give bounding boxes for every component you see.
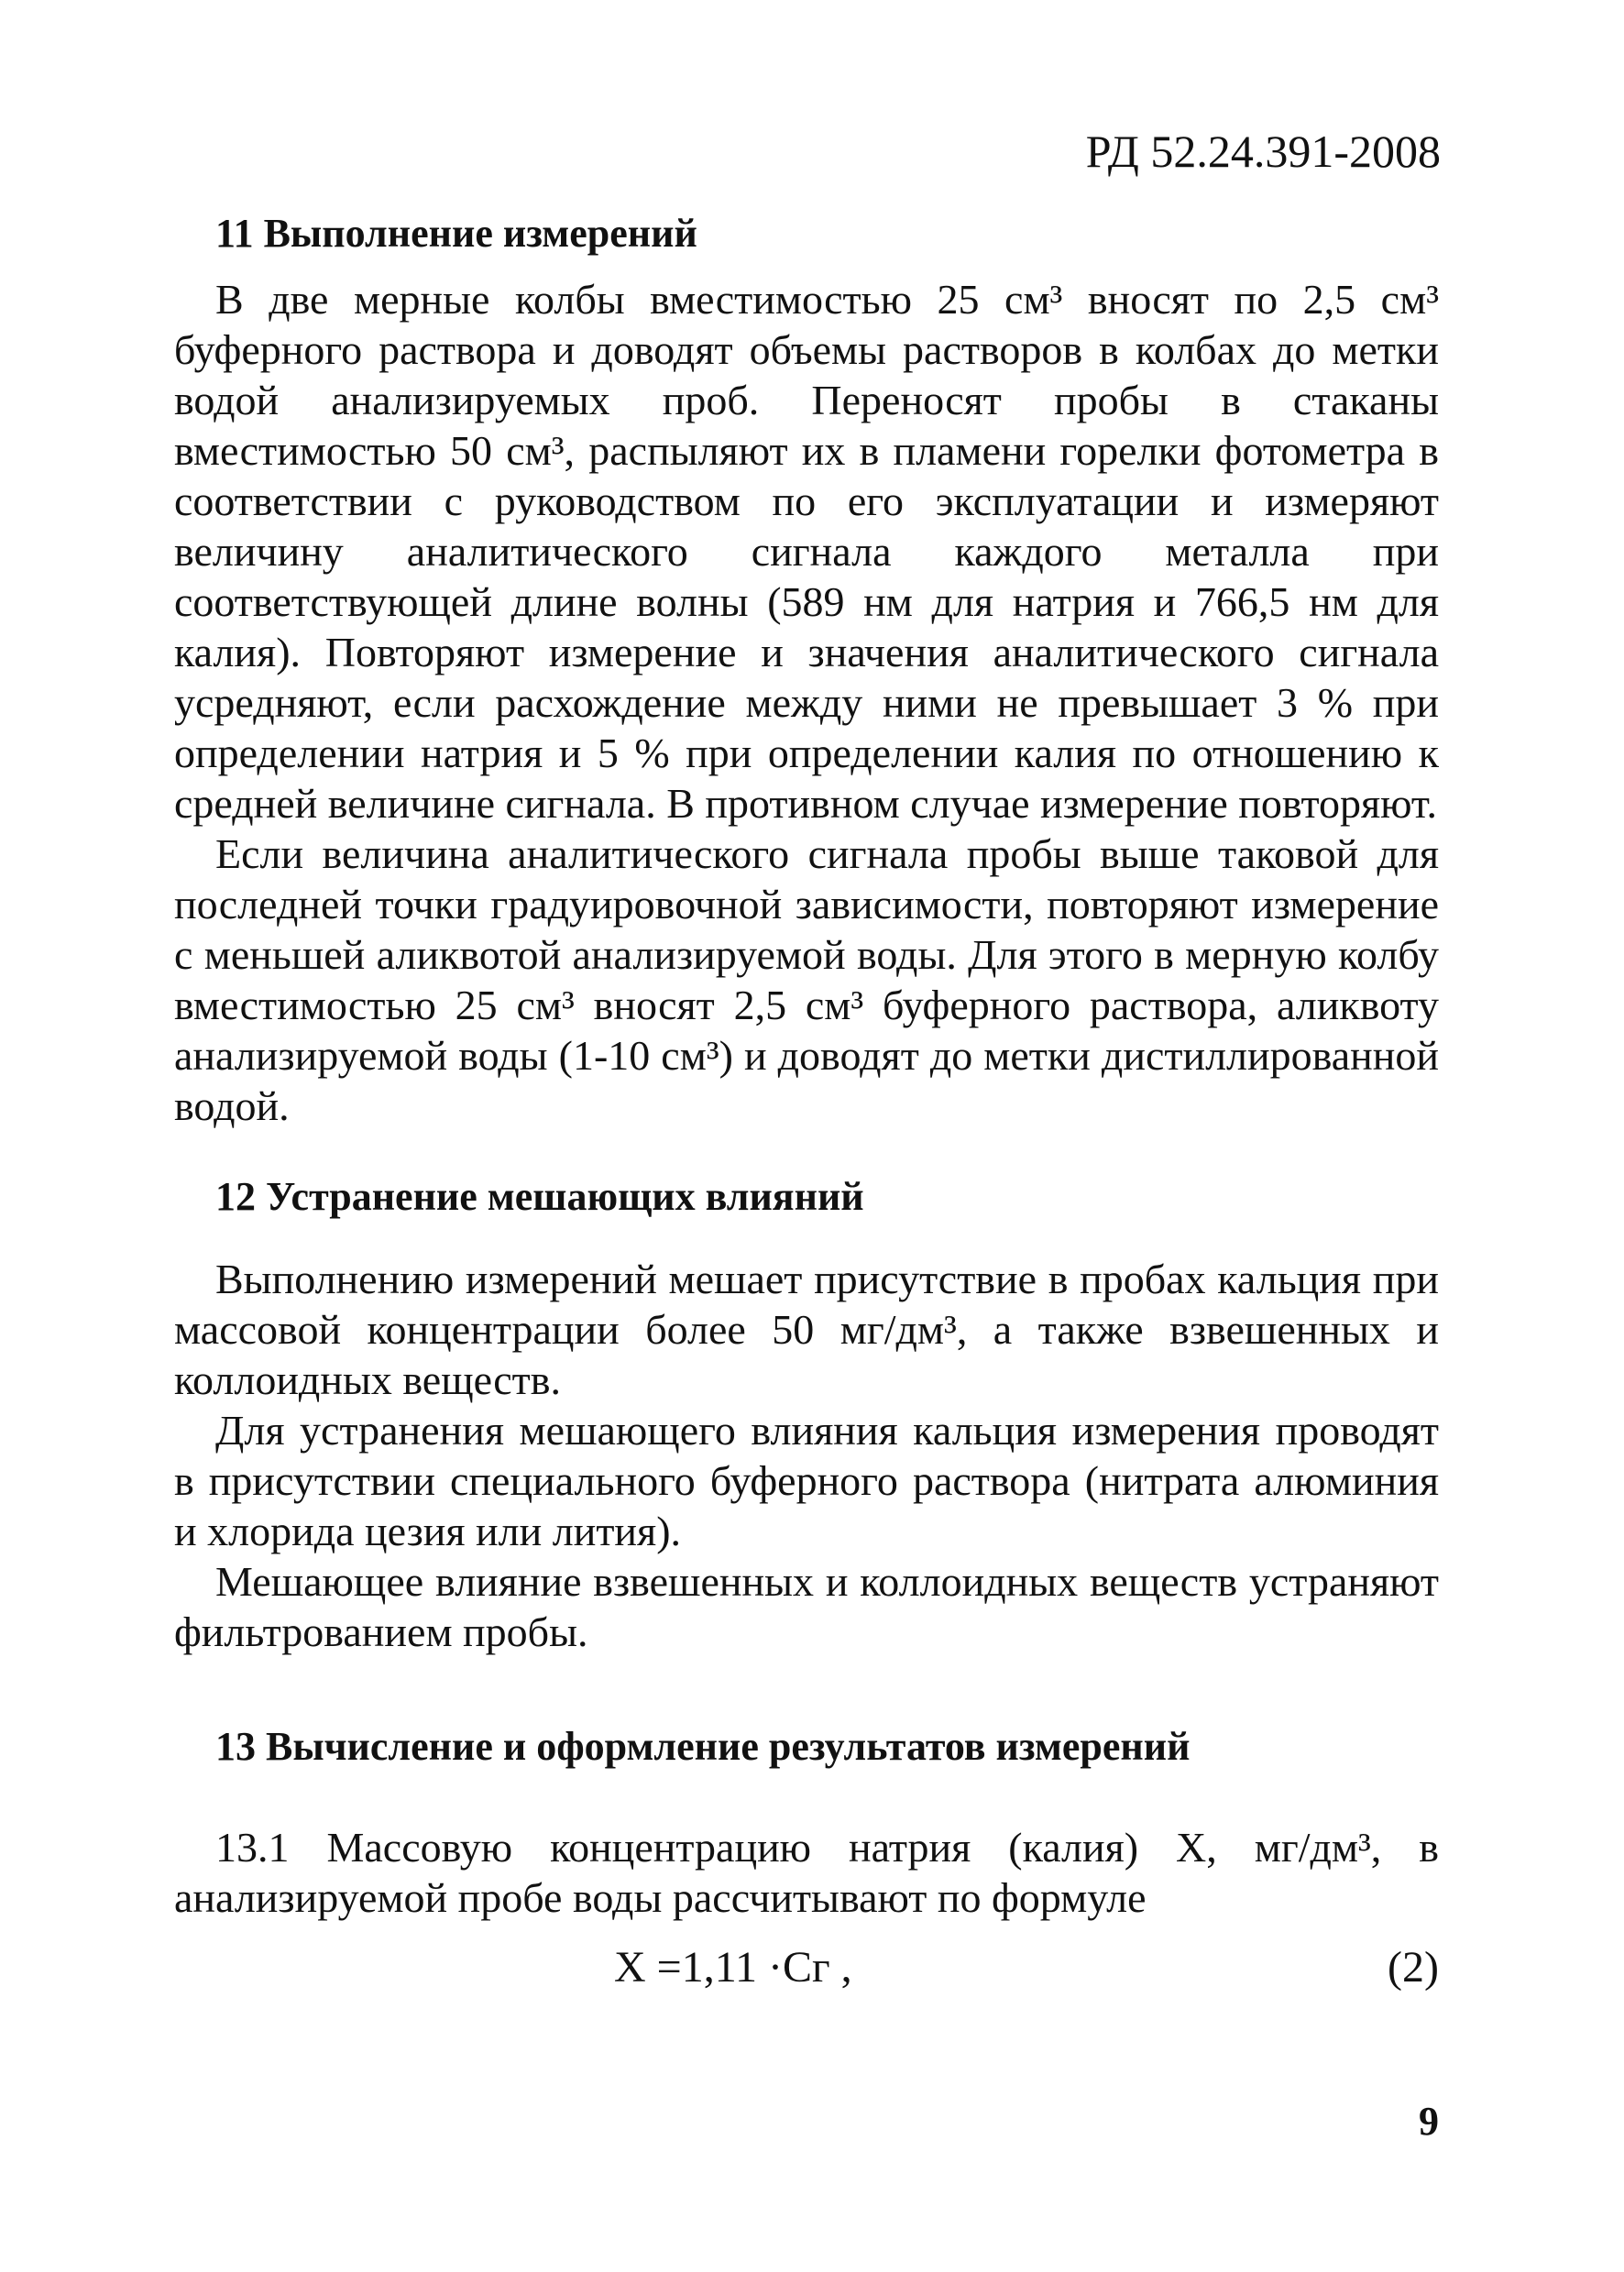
section-13-paragraph-1: 13.1 Массовую концентрацию натрия (калия) X, мг/дм³, в анализируемой пробе воды рассчитывают по формуле bbox=[174, 1824, 1439, 1921]
document-body bbox=[174, 206, 1439, 2003]
section-12-paragraph-2: Для устранения мешающего влияния кальция измерения проводят в присутствии специального буферного раствора (нитрата алюминия и хлорида цезия или лития). bbox=[174, 1407, 1439, 1554]
section-11-heading: 11 Выполнение измерений bbox=[215, 211, 697, 256]
section-11-paragraph-1: В две мерные колбы вместимостью 25 см³ вносят по 2,5 см³ буферного раствора и доводят объемы растворов в колбах до метки водой анализируемых проб. Переносят пробы в стаканы вместимостью 50 см³, распыляют их в пламени горелки фотометра в соответствии с руководством по его эксплуатации и измеряют величину аналитического сигнала каждого металла при соответствующей длине волны (589 нм для натрия и 766,5 нм для калия). Повторяют измерение и значения аналитического сигнала усредняют, если расхождение между ними не превышает 3 % при определении натрия и 5 % при определении калия по отношению к средней величине сигнала. В противном случае измерение повторяют. bbox=[174, 276, 1439, 827]
section-11-paragraph-2: Если величина аналитического сигнала пробы выше таковой для последней точки градуировочной зависимости, повторяют измерение с меньшей аликвотой анализируемой воды. Для этого в мерную колбу вместимостью 25 см³ вносят 2,5 см³ буферного раствора, аликвоту анализируемой воды (1-10 см³) и доводят до метки дистиллированной водой. bbox=[174, 830, 1439, 1129]
section-12-paragraph-1: Выполнению измерений мешает присутствие в пробах кальция при массовой концентрации более 50 мг/дм³, а также взвешенных и коллоидных веществ. bbox=[174, 1256, 1439, 1403]
document-code: РД 52.24.391-2008 bbox=[1085, 126, 1441, 177]
formula-number: (2) bbox=[1388, 1943, 1439, 1992]
section-12-heading: 12 Устранение мешающих влияний bbox=[215, 1174, 864, 1219]
formula: X =1,11 ·Cг , bbox=[614, 1943, 852, 1992]
formula-row bbox=[174, 1939, 1439, 2003]
section-13-heading: 13 Вычисление и оформление результатов измерений bbox=[215, 1724, 1191, 1769]
page-number: 9 bbox=[1419, 2099, 1439, 2144]
section-12-paragraph-3: Мешающее влияние взвешенных и коллоидных веществ устраняют фильтрованием пробы. bbox=[174, 1558, 1439, 1655]
